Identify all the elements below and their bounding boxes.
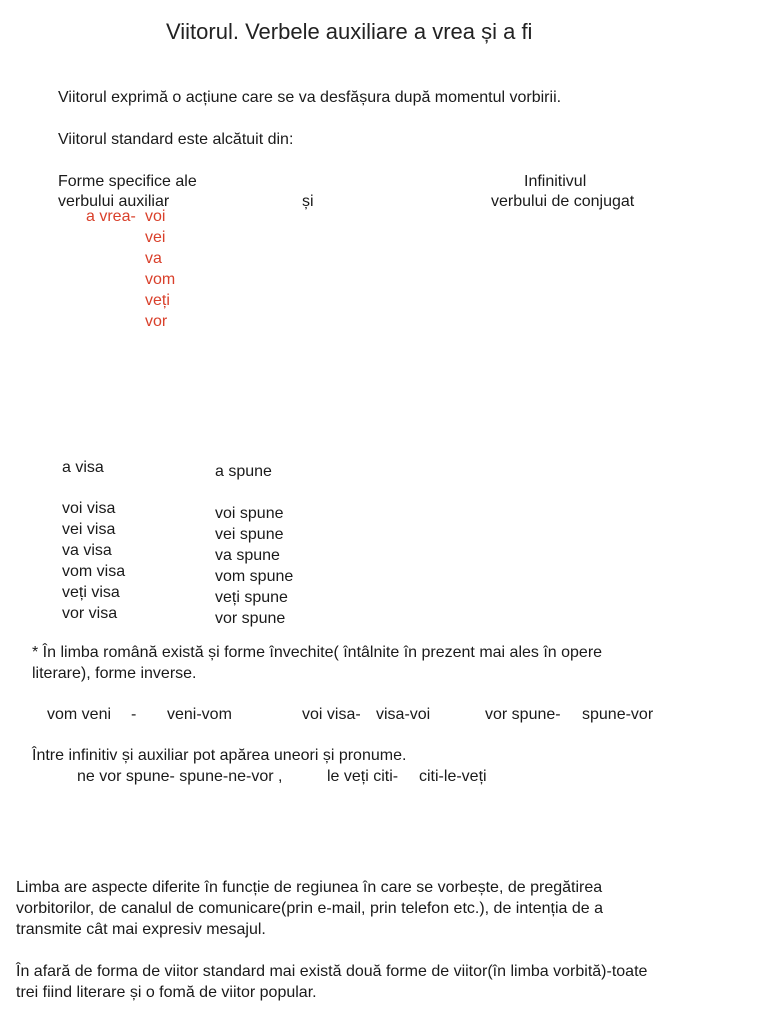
visa-form: veți visa (62, 584, 120, 601)
auxiliary-label: a vrea- (86, 208, 136, 225)
formula-right-line1: Infinitivul (524, 173, 587, 190)
visa-form: vom visa (62, 563, 126, 580)
formula-left-line2: verbului auxiliar (58, 193, 170, 210)
definition-text: Viitorul exprimă o acțiune care se va desfășura după momentul vorbirii. (58, 89, 562, 106)
spune-form: vom spune (215, 568, 294, 585)
auxiliary-form: vom (145, 271, 176, 288)
auxiliary-form: voi (145, 208, 166, 225)
inverse-note-line2: literare), forme inverse. (32, 665, 197, 682)
aspects-line1: Limba are aspecte diferite în funcție de regiunea în care se vorbește, de pregătirea (16, 879, 603, 896)
spune-form: vei spune (215, 526, 284, 543)
other-forms-line2: trei fiind literare și o fomă de viitor popular. (16, 984, 317, 1001)
formula-left-line1: Forme specifice ale (58, 173, 197, 190)
inverse-example: vom veni (47, 706, 112, 723)
page-title: Viitorul. Verbele auxiliare a vrea și a fi (166, 19, 533, 44)
inverse-example: - (131, 706, 137, 723)
auxiliary-form: vor (145, 313, 168, 330)
formula-conjunction: și (302, 193, 314, 210)
pronoun-example: le veți citi- (327, 768, 399, 785)
pronoun-example: citi-le-veți (419, 768, 487, 785)
spune-form: voi spune (215, 505, 284, 522)
spune-form: veți spune (215, 589, 288, 606)
auxiliary-form: vei (145, 229, 166, 246)
spune-form: vor spune (215, 610, 286, 627)
auxiliary-form: va (145, 250, 162, 267)
spune-heading: a spune (215, 463, 272, 480)
inverse-example: visa-voi (376, 706, 431, 723)
pronoun-example: ne vor spune- spune-ne-vor , (77, 768, 283, 785)
visa-form: va visa (62, 542, 112, 559)
other-forms-line1: În afară de forma de viitor standard mai există două forme de viitor(în limba vorbită)-toate (16, 963, 648, 980)
spune-form: va spune (215, 547, 280, 564)
auxiliary-form: veți (145, 292, 170, 309)
formula-right-line2: verbului de conjugat (491, 193, 635, 210)
inverse-example: veni-vom (167, 706, 232, 723)
inverse-example: vor spune- (485, 706, 561, 723)
visa-heading: a visa (62, 459, 104, 476)
inverse-example: voi visa- (302, 706, 361, 723)
aspects-line2: vorbitorilor, de canalul de comunicare(prin e-mail, prin telefon etc.), de intenția de a (16, 900, 603, 917)
visa-form: vor visa (62, 605, 118, 622)
pronouns-line: Între infinitiv și auxiliar pot apărea uneori și pronume. (32, 747, 407, 764)
inverse-example: spune-vor (582, 706, 654, 723)
aspects-line3: transmite cât mai expresiv mesajul. (16, 921, 266, 938)
visa-form: vei visa (62, 521, 116, 538)
visa-form: voi visa (62, 500, 116, 517)
inverse-note-line1: * În limba română există și forme învechite( întâlnite în prezent mai ales în opere (32, 644, 603, 661)
composition-text: Viitorul standard este alcătuit din: (58, 131, 294, 148)
